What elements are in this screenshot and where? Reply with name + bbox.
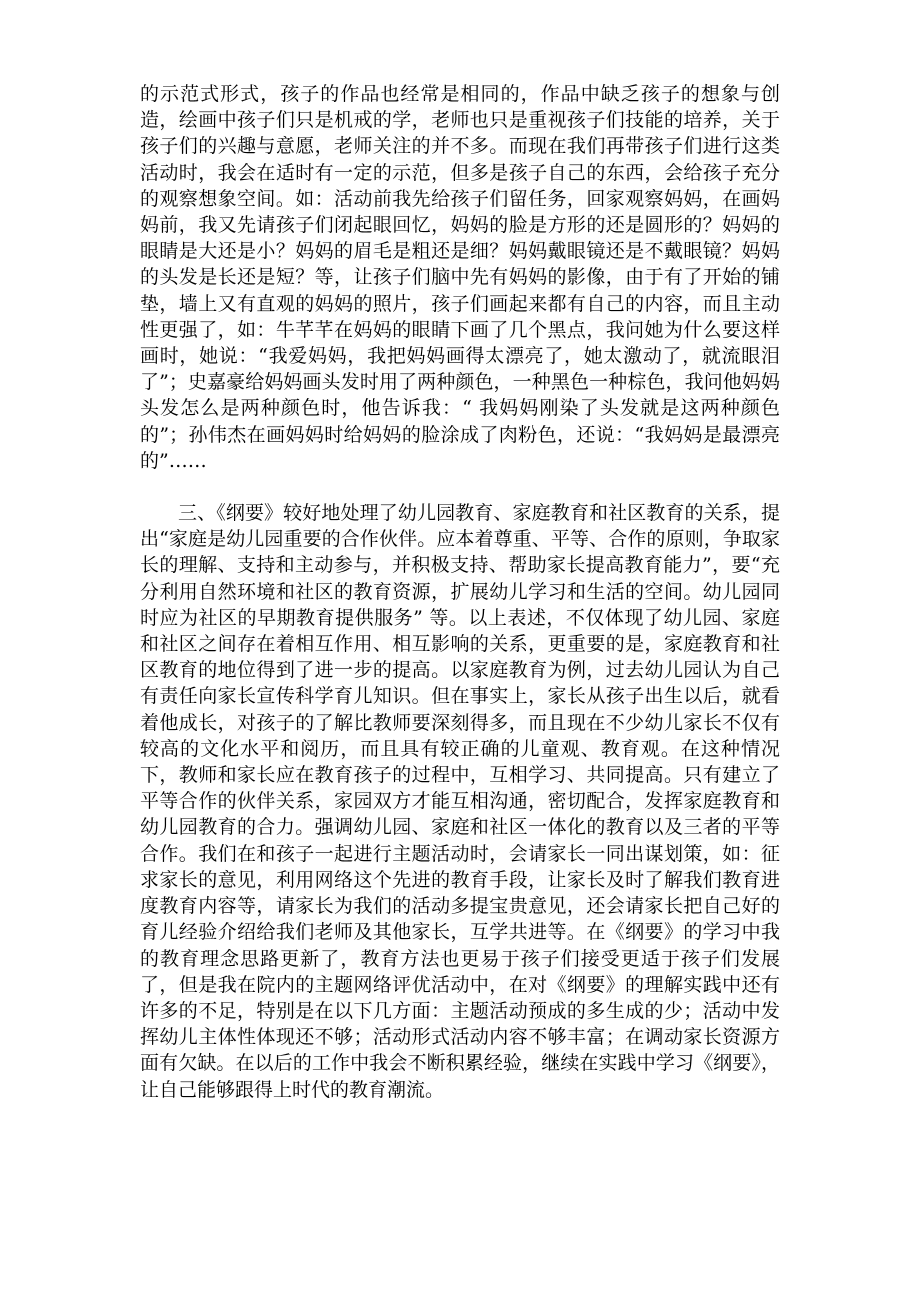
paragraph-continuation: 的示范式形式，孩子的作品也经常是相同的，作品中缺乏孩子的想象与创造，绘画中孩子们只是机戒的学，老师也只是重视孩子们技能的培养，关于孩子们的兴趣与意愿，老师关注的并不多。而现在我们再带孩子们进行这类活动时，我会在适时有一定的示范，但多是孩子自己的东西，会给孩子充分的观察想象空间。如：活动前我先给孩子们留任务，回家观察妈妈，在画妈妈前，我又先请孩子们闭起眼回忆，妈妈的脸是方形的还是圆形的？妈妈的眼睛是大还是小？妈妈的眉毛是粗还是细？妈妈戴眼镜还是不戴眼镜？妈妈的头发是长还是短？等，让孩子们脑中先有妈妈的影像，由于有了开始的铺垫，墙上又有直观的妈妈的照片，孩子们画起来都有自己的内容，而且主动性更强了，如：牛芊芊在妈妈的眼睛下画了几个黑点，我问她为什么要这样画时，她说：“我爱妈妈，我把妈妈画得太漂亮了，她太激动了，就流眼泪了”；史嘉豪给妈妈画头发时用了两种颜色，一种黑色一种棕色，我问他妈妈头发怎么是两种颜色时，他告诉我：“ 我妈妈刚染了头发就是这两种颜色的”；孙伟杰在画妈妈时给妈妈的脸涂成了肉粉色，还说：“我妈妈是最漂亮的”……	[140, 83, 780, 472]
document-body	[140, 81, 780, 1103]
paragraph-section-three: 三、《纲要》较好地处理了幼儿园教育、家庭教育和社区教育的关系，提出“家庭是幼儿园重要的合作伙伴。应本着尊重、平等、合作的原则，争取家长的理解、支持和主动参与，并积极支持、帮助家长提高教育能力”，要“充分利用自然环境和社区的教育资源，扩展幼儿学习和生活的空间。幼儿园同时应为社区的早期教育提供服务” 等。以上表述，不仅体现了幼儿园、家庭和社区之间存在着相互作用、相互影响的关系，更重要的是，家庭教育和社区教育的地位得到了进一步的提高。以家庭教育为例，过去幼儿园认为自己有责任向家长宣传科学育儿知识。但在事实上，家长从孩子出生以后，就看着他成长，对孩子的了解比教师要深刻得多，而且现在不少幼儿家长不仅有较高的文化水平和阅历，而且具有较正确的儿童观、教育观。在这种情况下，教师和家长应在教育孩子的过程中，互相学习、共同提高。只有建立了平等合作的伙伴关系，家园双方才能互相沟通，密切配合，发挥家庭教育和幼儿园教育的合力。强调幼儿园、家庭和社区一体化的教育以及三者的平等合作。我们在和孩子一起进行主题活动时，会请家长一同出谋划策，如：征求家长的意见，利用网络这个先进的教育手段，让家长及时了解我们教育进度教育内容等，请家长为我们的活动多提宝贵意见，还会请家长把自己好的育儿经验介绍给我们老师及其他家长，互学共进等。在《纲要》的学习中我的教育理念思路更新了，教育方法也更易于孩子们接受更适于孩子们发展了，但是我在院内的主题网络评优活动中，在对《纲要》的理解实践中还有许多的不足，特别是在以下几方面：主题活动预成的多生成的少；活动中发挥幼儿主体性体现还不够；活动形式活动内容不够丰富；在调动家长资源方面有欠缺。在以后的工作中我会不断积累经验，继续在实践中学习《纲要》，让自己能够跟得上时代的教育潮流。	[140, 502, 780, 1101]
